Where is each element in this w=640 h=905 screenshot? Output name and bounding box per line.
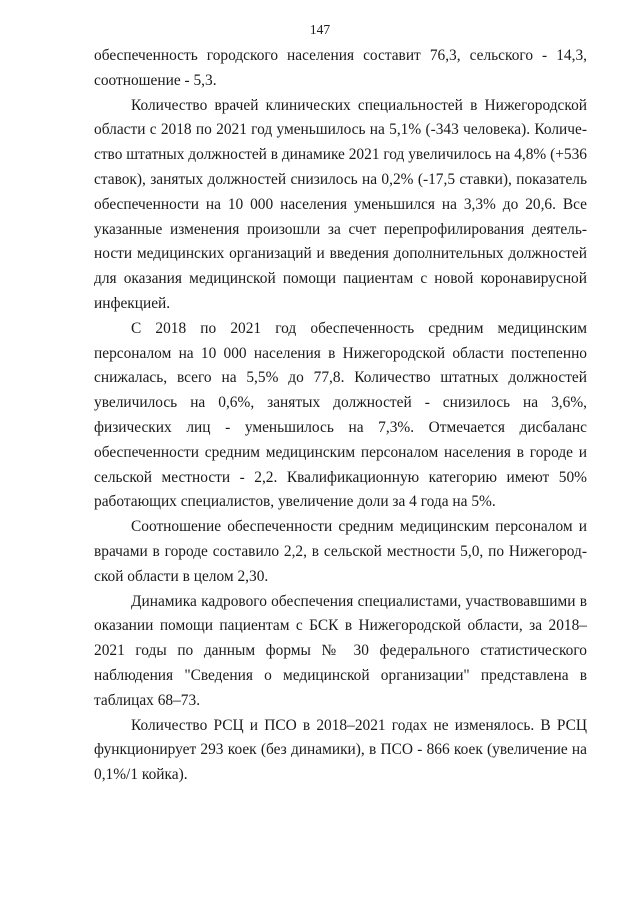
paragraph-doctors-count: Количество врачей клинических специальностей в Нижегородской области с 2018 по 2021 год уменьшилось на 5,1% (-343 человека). Количество штатных должностей в динамике 2021 год увеличилось на 4,8% (+536 ставок), занятых должностей снизилось на 0,2% (-17,5 ставки), показатель обеспеченности на 10 000 населения уменьшился на 3,3% до 20,6. Все указанные изменения произошли за счет перепрофилирования деятельности медицинских организаций и введения дополнительных должностей для оказания медицинской помощи пациентам с новой коронавирусной инфекцией. [94, 96, 587, 312]
paragraph-continuation: обеспеченность городского населения составит 76,3, сельского - 14,3, соотношение - 5,3. [94, 47, 587, 89]
paragraph-staffing-dynamics: Динамика кадрового обеспечения специалистами, участвовавшими в оказании помощи пациентам с БСК в Нижегородской области, за 2018–2021 годы по данным формы № 30 федерального статистического наблюдения "Сведения о медицинской организации" представлена в таблицах 68–73. [94, 592, 587, 709]
paragraph-nursing-staff: С 2018 по 2021 год обеспеченность средним медицинским персоналом на 10 000 населения в Нижегородской области постепенно снижалась, всего на 5,5% до 77,8. Количество штатных должностей увеличилось на 0,6%, занятых должностей - снизилось на 3,6%, физических лиц - уменьшилось на 7,3%. Отмечается дисбаланс обеспеченности средним медицинским персоналом населения в городе и сельской местности - 2,2. Квалификационную категорию имеют 50% работающих специалистов, увеличение доли за 4 года на 5%. [94, 319, 587, 511]
page-number: 147 [309, 22, 331, 37]
paragraph-rsc-pso-beds: Количество РСЦ и ПСО в 2018–2021 годах не изменялось. В РСЦ функционирует 293 коек (без динамики), в ПСО - 866 коек (увеличение на 0,1%/1 койка). [94, 716, 587, 784]
paragraph-staff-ratio: Соотношение обеспеченности средним медицинским персоналом и врачами в городе составило 2,2, в сельской местности 5,0, по Нижегородской области в целом 2,30. [94, 518, 587, 585]
document-body [94, 44, 587, 788]
